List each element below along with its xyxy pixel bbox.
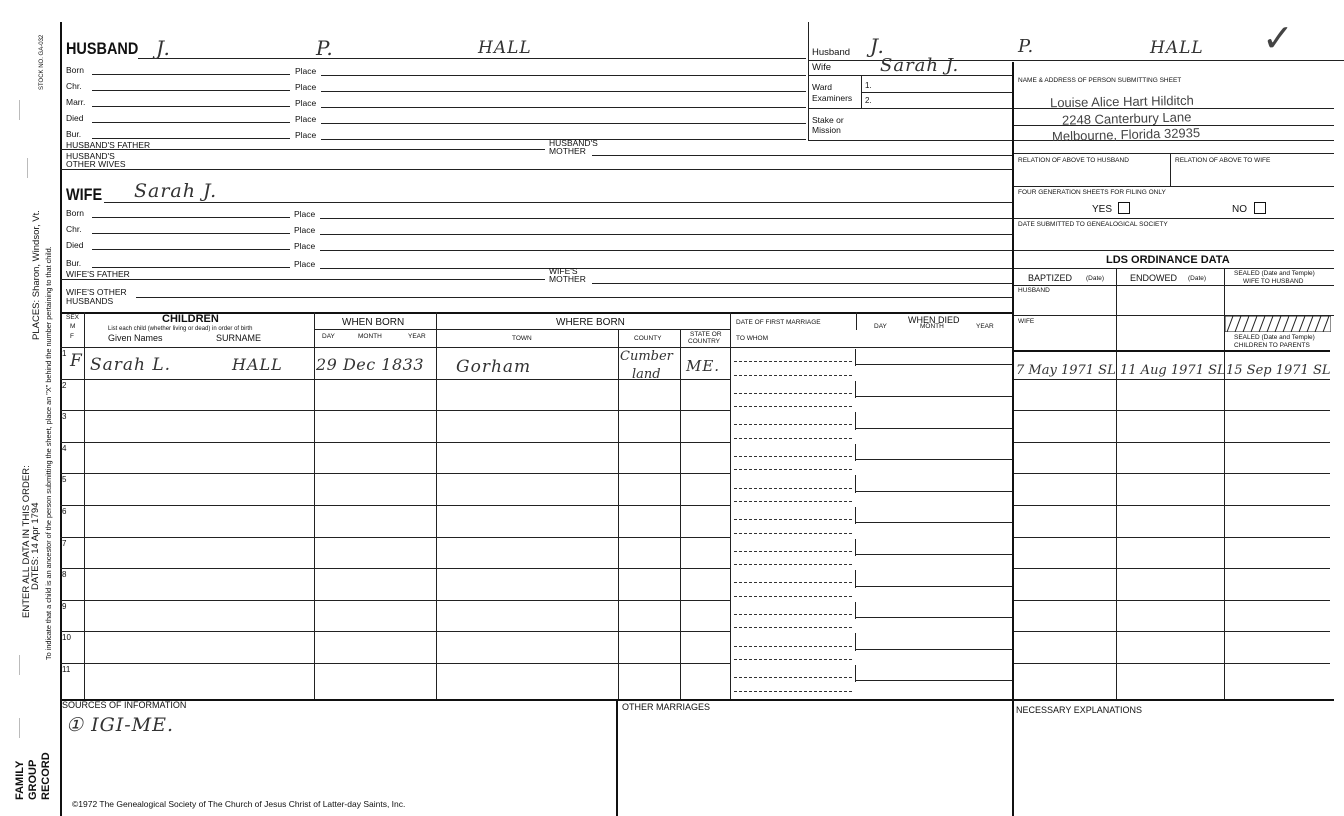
wife-chr-place-label: Place [294,225,316,235]
wifes-mother-label-2: MOTHER [549,274,586,284]
four-gen-yes-checkbox[interactable] [1118,202,1130,214]
wife-chr-place-line[interactable] [320,234,1012,235]
child-row-separator [60,379,730,380]
form-title-record: RECORD [40,752,52,800]
child-row-number: 10 [62,633,71,643]
submitter-heading: NAME & ADDRESS OF PERSON SUBMITTING SHEET [1018,77,1182,84]
husband-chr-place-line[interactable] [321,91,806,92]
died-date-line[interactable] [855,459,1012,460]
husband-died-line[interactable] [92,122,290,123]
ordinance-husband-surname[interactable]: HALL [1150,38,1204,58]
child-row-number: 11 [62,665,71,674]
lds-child-row-separator [1014,568,1330,569]
born-year-header: YEAR [408,333,426,340]
wife-died-place-label: Place [294,241,316,251]
to-whom-line[interactable] [734,564,852,565]
four-gen-yes-label: YES [1092,204,1113,215]
to-whom-line[interactable] [734,533,852,534]
given-names-header: Given Names [108,333,163,343]
lds-sub-header-line [1014,285,1334,286]
marriage-date-line[interactable] [734,646,852,647]
to-whom-line[interactable] [734,469,852,470]
husband-middle-name[interactable]: P. [316,36,334,60]
husband-born-label: Born [66,65,84,75]
lds-child-row-separator [1014,410,1330,411]
wife-heading: WIFE [66,185,103,204]
husband-born-place-line[interactable] [321,75,806,76]
to-whom-line[interactable] [734,375,852,376]
child-1-sealed[interactable]: 15 Sep 1971 SL [1226,363,1331,378]
punch-hole-mark [19,655,20,675]
wife-chr-label: Chr. [66,224,82,234]
husband-surname[interactable]: HALL [478,38,532,58]
lds-children-top-line [1014,350,1330,352]
sources-label: SOURCES OF INFORMATION [62,700,187,710]
died-day-header: DAY [874,323,887,330]
lds-ordinance-title: LDS ORDINANCE DATA [1106,254,1230,266]
child-1-birth-date[interactable]: 29 Dec 1833 [316,355,425,374]
stake-line[interactable] [808,140,1012,141]
four-gen-no-checkbox[interactable] [1254,202,1266,214]
died-date-line[interactable] [855,680,1012,681]
punch-hole-mark [19,718,20,738]
lds-wife-label: WIFE [1018,318,1035,325]
wife-bur-place-label: Place [294,259,316,269]
husband-bur-place-label: Place [295,130,317,140]
punch-hole-mark [27,158,28,178]
lds-husband-label: HUSBAND [1018,287,1050,294]
col-sex-divider [84,312,85,700]
lds-column-divider-1 [1116,268,1117,700]
child-row-separator [60,631,730,632]
marriage-date-line[interactable] [734,361,852,362]
lds-child-row-separator [1014,505,1330,506]
state-header-2: COUNTRY [688,338,721,345]
husbands-other-wives-label-2: OTHER WIVES [66,159,126,169]
marriage-date-line[interactable] [734,551,852,552]
top-divider [808,22,809,140]
baptized-date-label: (Date) [1086,275,1105,282]
copyright-notice: ©1972 The Genealogical Society of The Church of Jesus Christ of Latter-day Saints, Inc. [72,799,406,809]
col-state-divider [680,330,681,700]
submitter-city[interactable]: Melbourne, Florida 32935 [1051,125,1201,144]
four-gen-top-line [1014,186,1334,187]
date-submitted-top-line [1014,218,1334,219]
sealed-wife-hatched-area [1225,316,1331,332]
relation-to-wife-label: RELATION OF ABOVE TO WIFE [1175,157,1271,164]
when-born-header: WHEN BORN [342,317,405,328]
died-date-line[interactable] [855,617,1012,618]
born-day-header: DAY [322,333,335,340]
surname-header: SURNAME [216,333,262,343]
relation-top-line [1014,153,1334,154]
lds-child-row-separator [1014,663,1330,664]
husband-given-name[interactable]: J. [156,36,171,60]
relation-to-husband-label: RELATION OF ABOVE TO HUSBAND [1018,157,1129,164]
died-month-header: MONTH [920,323,944,330]
child-row-separator [60,537,730,538]
to-whom-line[interactable] [734,438,852,439]
husband-marr-place-line[interactable] [321,107,806,108]
state-header-1: STATE OR [690,331,722,338]
lds-child-row-separator [1014,600,1330,601]
marriage-date-line[interactable] [734,582,852,583]
lds-child-row-separator [1014,537,1330,538]
sealed-wife-label-2: WIFE TO HUSBAND [1243,278,1304,285]
husband-died-place-label: Place [295,114,317,124]
examiner-2-line[interactable] [808,108,1012,109]
ordinance-wife-line [808,75,1012,76]
ancestor-instruction: To indicate that a child is an ancestor of the person submitting the sheet, place an "X" behind the number pertaining to that child. [44,246,53,660]
marriage-date-line[interactable] [734,488,852,489]
submitter-street[interactable]: 2248 Canterbury Lane [1061,109,1192,128]
husband-marr-place-label: Place [295,98,317,108]
marriage-date-line[interactable] [734,614,852,615]
other-marriages-label: OTHER MARRIAGES [622,702,711,712]
husband-died-label: Died [66,113,84,123]
husband-born-line[interactable] [92,74,290,75]
form-title-family: FAMILY [14,760,26,800]
ward-label: Ward [812,82,832,92]
date-submitted-label: DATE SUBMITTED TO GENEALOGICAL SOCIETY [1018,221,1168,228]
when-died-header: WHEN DIED [908,315,960,325]
wifes-father-line[interactable] [60,279,545,280]
child-row-number: 9 [62,601,67,611]
relation-divider [1170,153,1171,186]
husband-chr-place-label: Place [295,82,317,92]
sources-value[interactable]: ① IGI-ME. [66,714,175,736]
to-whom-line[interactable] [734,659,852,660]
husband-name-line [138,58,806,59]
submitter-name[interactable]: Louise Alice Hart Hilditch [1049,92,1194,111]
child-row-number: 1 [62,349,67,358]
enter-all-note: ENTER ALL DATA IN THIS ORDER: [21,465,32,618]
lds-child-row-separator [1014,379,1330,380]
four-gen-no-label: NO [1232,204,1247,215]
col-county-divider [618,330,619,700]
child-1-county-part-2[interactable]: land [632,367,661,382]
died-date-line[interactable] [855,491,1012,492]
lds-child-row-separator [1014,631,1330,632]
wifes-father-label: WIFE'S FATHER [66,269,130,279]
child-row-separator [60,442,730,443]
stock-number: STOCK NO. GA-032 [39,34,45,90]
wife-died-label: Died [66,240,84,250]
child-row-number: 4 [62,443,67,453]
lds-column-divider-2 [1224,268,1225,700]
col-where-born-divider [436,312,437,700]
died-date-line[interactable] [855,428,1012,429]
to-whom-line[interactable] [734,627,852,628]
children-header: CHILDREN [162,313,219,325]
ordinance-husband-middle[interactable]: P. [1018,36,1035,57]
child-1-endowed[interactable]: 11 Aug 1971 SL [1120,363,1226,378]
to-whom-header: TO WHOM [736,335,769,342]
wife-born-place-label: Place [294,209,316,219]
mission-label: Mission [812,125,841,135]
to-whom-line[interactable] [734,691,852,692]
necessary-explanations-label: NECESSARY EXPLANATIONS [1016,705,1143,715]
marriage-date-line[interactable] [734,677,852,678]
child-row-number: 2 [62,380,67,390]
wifes-other-husbands-label-1: WIFE'S OTHER [66,287,127,297]
sealed-wife-label-1: SEALED (Date and Temple) [1234,270,1315,277]
child-row-number: 7 [62,538,67,548]
endowed-date-label: (Date) [1188,275,1207,282]
examiner-1-line[interactable] [861,92,1012,93]
marriage-date-line[interactable] [734,519,852,520]
places-note: PLACES: Sharon, Windsor, Vt. [31,210,42,340]
sex-header: SEX [66,314,80,321]
sex-m-header: M [70,323,76,330]
husband-marr-line[interactable] [92,106,290,107]
husband-chr-line[interactable] [92,90,290,91]
husband-heading: HUSBAND [66,39,139,58]
husbands-mother-label-2: MOTHER [549,146,586,156]
child-row-number: 6 [62,507,67,516]
husband-died-place-line[interactable] [321,123,806,124]
died-date-line[interactable] [855,364,1012,365]
sex-f-header: F [70,333,74,340]
wife-name[interactable]: Sarah J. [134,180,218,202]
ordinance-husband-label: Husband [812,47,851,58]
wife-name-line [104,202,1012,203]
wifes-other-husbands-line[interactable] [136,297,1012,298]
marriage-date-line[interactable] [734,393,852,394]
footer-divider-1 [616,699,618,816]
husband-born-place-label: Place [295,66,317,76]
child-row-separator [60,505,730,506]
husbands-other-wives-label-1: HUSBAND'S [66,151,115,161]
died-date-line[interactable] [855,396,1012,397]
husbands-father-label: HUSBAND'S FATHER [66,140,151,150]
baptized-label: BAPTIZED [1028,273,1073,283]
county-header: COUNTY [634,335,662,342]
wife-bur-place-line[interactable] [320,268,1012,269]
born-month-header: MONTH [358,333,382,340]
husbands-father-line[interactable] [60,149,545,150]
wife-bur-line[interactable] [92,267,290,268]
lds-child-row-separator [1014,442,1330,443]
footer-top-line [60,699,1334,701]
child-row-separator [60,663,730,664]
first-marriage-header: DATE OF FIRST MARRIAGE [736,319,821,326]
marriage-date-line[interactable] [734,424,852,425]
wife-chr-line[interactable] [92,233,290,234]
husband-chr-label: Chr. [66,81,82,91]
lds-header-line [1014,268,1334,269]
child-row-number: 8 [62,570,67,580]
died-date-line[interactable] [855,649,1012,650]
child-1-town[interactable]: Gorham [456,357,532,377]
husband-marr-label: Marr. [66,97,86,107]
endowed-label: ENDOWED [1130,273,1177,283]
died-year-header: YEAR [976,323,994,330]
ordinance-wife-label: Wife [812,62,831,73]
died-date-line[interactable] [855,522,1012,523]
wife-died-place-line[interactable] [320,250,1012,251]
child-1-state[interactable]: ME. [686,357,721,375]
child-row-separator [60,600,730,601]
col-when-born-divider [314,312,315,700]
four-generation-label: FOUR GENERATION SHEETS FOR FILING ONLY [1018,189,1166,196]
right-section-divider [1012,62,1014,816]
form-title-group: GROUP [27,759,39,800]
husbands-mother-label-1: HUSBAND'S [549,138,598,148]
child-row-number: 3 [62,412,67,422]
to-whom-line[interactable] [734,406,852,407]
wifes-mother-line[interactable] [592,283,1012,284]
wife-born-place-line[interactable] [320,218,1012,219]
children-header-bottom [60,347,1012,348]
sealed-children-label-1: SEALED (Date and Temple) [1234,334,1315,341]
child-row-number: 5 [62,475,67,485]
wife-died-line[interactable] [92,249,290,250]
examiner-1-label: 1. [865,81,872,90]
child-1-surname[interactable]: HALL [232,355,283,374]
wifes-other-husbands-label-2: HUSBANDS [66,296,114,306]
husband-bur-line[interactable] [92,138,290,139]
dates-note: DATES: 14 Apr 1794 [30,502,41,590]
lds-top-line [1014,250,1334,251]
where-born-header: WHERE BORN [556,317,625,328]
children-order-note: List each child (whether living or dead) in order of birth [108,326,253,332]
marriage-date-line[interactable] [734,456,852,457]
col-when-died-divider [856,312,857,330]
examiner-2-label: 2. [865,96,872,105]
child-1-baptized[interactable]: 7 May 1971 SL [1016,363,1116,378]
lds-child-row-separator [1014,473,1330,474]
punch-hole-mark [19,100,20,120]
born-subheader-line [314,329,730,330]
col-marriage-divider [730,312,731,700]
husbands-other-wives-line[interactable] [60,169,1012,170]
husband-bur-label: Bur. [66,129,82,139]
wife-born-label: Born [66,208,84,218]
child-1-county-part-1[interactable]: Cumber [620,349,673,364]
to-whom-line[interactable] [734,596,852,597]
child-row-separator [60,473,730,474]
check-mark-icon: ✓ [1262,16,1294,60]
wife-bur-label: Bur. [66,258,82,268]
child-row-separator [60,410,730,411]
wife-born-line[interactable] [92,217,290,218]
child-row-separator [60,568,730,569]
ordinance-wife-name[interactable]: Sarah J. [880,55,960,76]
examiners-label: Examiners [812,93,853,103]
child-1-sex[interactable]: F [70,351,83,371]
town-header: TOWN [512,335,532,342]
sealed-children-label-2: CHILDREN TO PARENTS [1234,342,1310,349]
died-date-line[interactable] [855,554,1012,555]
husbands-mother-line[interactable] [592,155,1012,156]
died-date-line[interactable] [855,586,1012,587]
ordinance-husband-given[interactable]: J. [870,34,885,58]
to-whom-line[interactable] [734,501,852,502]
child-1-given-names[interactable]: Sarah L. [90,355,172,375]
stake-label: Stake or [812,115,844,125]
wifes-mother-label-1: WIFE'S [549,266,578,276]
